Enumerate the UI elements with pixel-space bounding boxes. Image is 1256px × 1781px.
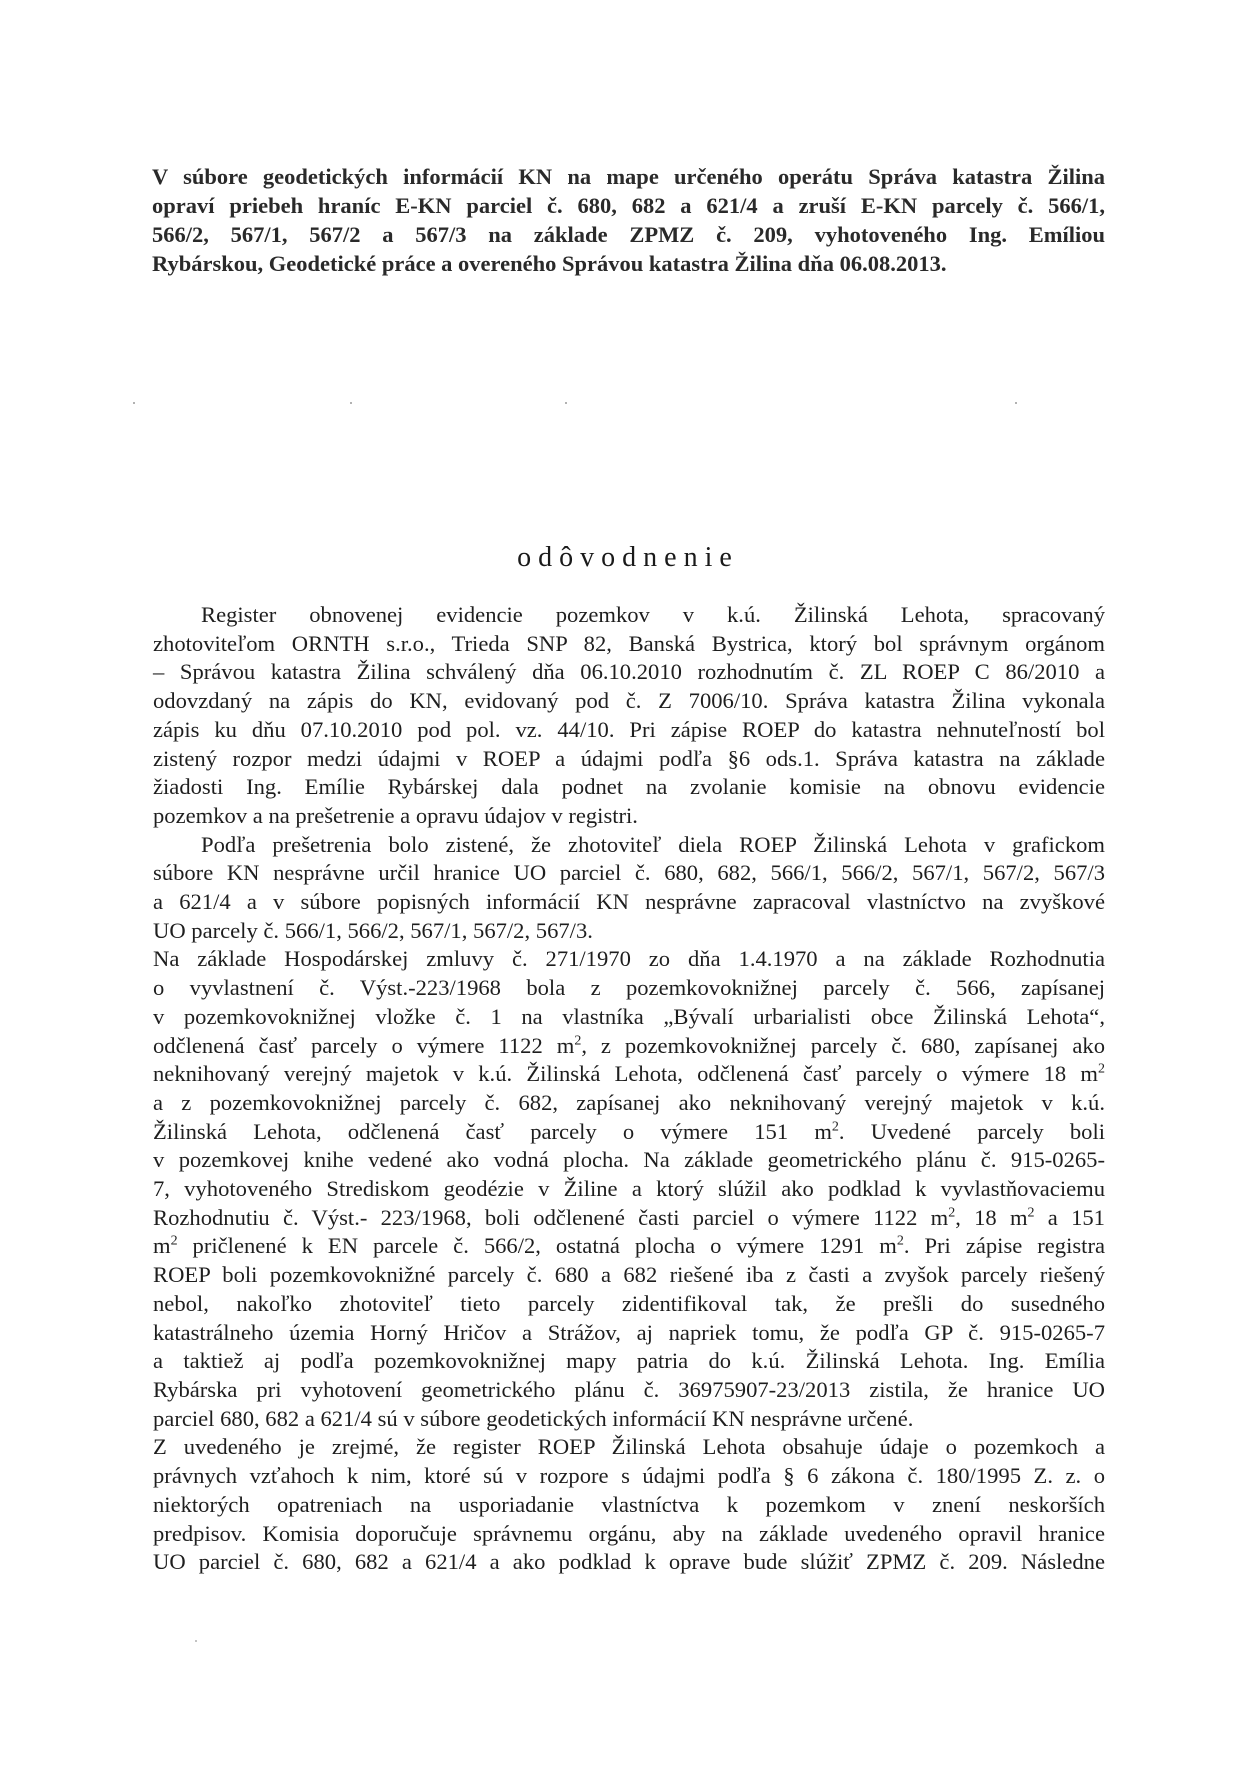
body-line: žiadosti Ing. Emílie Rybárskej dala podnet na zvolanie komisie na obnovu evidencie xyxy=(153,774,1105,800)
body-line: a z pozemkovoknižnej parcely č. 682, zapísanej ako neknihovaný verejný majetok v k.ú. xyxy=(153,1089,1105,1115)
decision-line: opraví priebeh hraníc E-KN parciel č. 680, 682 a 621/4 a zruší E-KN parcely č. 566/1, xyxy=(152,193,1105,218)
body-line: odčlenená časť parcely o výmere 1122 $m^2$, z pozemkovoknižnej parcely č. 680, zapísanej ako xyxy=(153,1032,1106,1058)
body-line: Žilinská Lehota, odčlenená časť parcely o výmere 151 $m^2$. Uvedené parcely boli xyxy=(153,1118,1106,1144)
body-line: parciel 680, 682 a 621/4 sú v súbore geodetických informácií KN nesprávne určené. xyxy=(153,1405,914,1431)
decision-paragraph xyxy=(152,162,1105,278)
body-line: právnych vzťahoch k nim, ktoré sú v rozpore s údajmi podľa § 6 zákona č. 180/1995 Z. z. o xyxy=(153,1463,1105,1489)
scan-artifact-dots xyxy=(0,402,1256,408)
body-line: pozemkov a na prešetrenie a opravu údajov v registri. xyxy=(153,802,638,828)
body-line: niektorých opatreniach na usporiadanie vlastníctva k pozemkom v znení neskorších xyxy=(153,1491,1105,1517)
body-line: UO parcely č. 566/1, 566/2, 567/1, 567/2, 567/3. xyxy=(153,917,593,943)
body-line: Rozhodnutiu č. Výst.- 223/1968, boli odčlenené časti parciel o výmere 1122 $m^2$, 18 $m^2$ a 151 xyxy=(153,1204,1105,1230)
body-line: a 621/4 a v súbore popisných informácií KN nesprávne zapracoval vlastníctvo na zvyškové xyxy=(153,889,1105,915)
body-line: $m^2$ pričlenené k EN parcele č. 566/2, ostatná plocha o výmere 1291 $m^2$. Pri zápise registra xyxy=(153,1233,1105,1259)
body-line: UO parciel č. 680, 682 a 621/4 a ako podklad k oprave bude slúžiť ZPMZ č. 209. Následne xyxy=(153,1549,1105,1575)
body-line: o vyvlastnení č. Výst.-223/1968 bola z pozemkovoknižnej parcely č. 566, zapísanej xyxy=(153,975,1105,1001)
body-line: neknihovaný verejný majetok v k.ú. Žilinská Lehota, odčlenená časť parcely o výmere 18 $m^2$ xyxy=(153,1061,1105,1087)
decision-line: V súbore geodetických informácií KN na mape určeného operátu Správa katastra Žilina xyxy=(152,164,1105,189)
section-heading: odôvodnenie xyxy=(517,542,739,573)
body-line: zistený rozpor medzi údajmi v ROEP a údajmi podľa §6 ods.1. Správa katastra na základe xyxy=(153,745,1105,771)
body-line: nebol, nakoľko zhotoviteľ tieto parcely zidentifikoval tak, že prešli do susedného xyxy=(153,1290,1105,1316)
body-line: Na základe Hospodárskej zmluvy č. 271/1970 zo dňa 1.4.1970 a na základe Rozhodnutia xyxy=(153,946,1105,972)
body-line: zhotoviteľom ORNTH s.r.o., Trieda SNP 82, Banská Bystrica, ktorý bol správnym orgánom xyxy=(153,630,1105,656)
justification-body xyxy=(153,601,1105,1577)
body-line: súbore KN nesprávne určil hranice UO parciel č. 680, 682, 566/1, 566/2, 567/1, 567/2, 567/3 xyxy=(153,860,1105,886)
body-line: zápis ku dňu 07.10.2010 pod pol. vz. 44/10. Pri zápise ROEP do katastra nehnuteľností bol xyxy=(153,716,1105,742)
body-line: v pozemkovoknižnej vložke č. 1 na vlastníka „Bývalí urbarialisti obce Žilinská Lehota“, xyxy=(153,1003,1105,1029)
body-line: Rybárska pri vyhotovení geometrického plánu č. 36975907-23/2013 zistila, že hranice UO xyxy=(153,1376,1105,1402)
body-line: a taktiež aj podľa pozemkovoknižnej mapy patria do k.ú. Žilinská Lehota. Ing. Emília xyxy=(153,1348,1105,1374)
body-line: v pozemkovej knihe vedené ako vodná plocha. Na základe geometrického plánu č. 915-0265- xyxy=(153,1147,1105,1173)
scan-artifact-dots-bottom xyxy=(0,1640,1256,1644)
body-line: katastrálneho územia Horný Hričov a Strážov, aj napriek tomu, že podľa GP č. 915-0265-7 xyxy=(153,1319,1105,1345)
body-line: Register obnovenej evidencie pozemkov v k.ú. Žilinská Lehota, spracovaný xyxy=(201,602,1105,627)
body-line: predpisov. Komisia doporučuje správnemu orgánu, aby na základe uvedeného opravil hranice xyxy=(153,1520,1105,1546)
body-line: ROEP boli pozemkovoknižné parcely č. 680 a 682 riešené iba z časti a zvyšok parcely riešený xyxy=(153,1262,1105,1288)
body-line: Podľa prešetrenia bolo zistené, že zhotoviteľ diela ROEP Žilinská Lehota v grafickom xyxy=(201,831,1105,857)
decision-line: Rybárskou, Geodetické práce a overeného Správou katastra Žilina dňa 06.08.2013. xyxy=(152,251,947,276)
body-line: 7, vyhotoveného Strediskom geodézie v Žiline a ktorý slúžil ako podklad k vyvlastňovaciemu xyxy=(153,1176,1105,1202)
body-line: – Správou katastra Žilina schválený dňa 06.10.2010 rozhodnutím č. ZL ROEP C 86/2010 a xyxy=(153,659,1105,685)
body-line: Z uvedeného je zrejmé, že register ROEP Žilinská Lehota obsahuje údaje o pozemkoch a xyxy=(153,1434,1105,1460)
decision-line: 566/2, 567/1, 567/2 a 567/3 na základe ZPMZ č. 209, vyhotoveného Ing. Emíliou xyxy=(152,222,1105,247)
body-line: odovzdaný na zápis do KN, evidovaný pod č. Z 7006/10. Správa katastra Žilina vykonala xyxy=(153,688,1105,714)
